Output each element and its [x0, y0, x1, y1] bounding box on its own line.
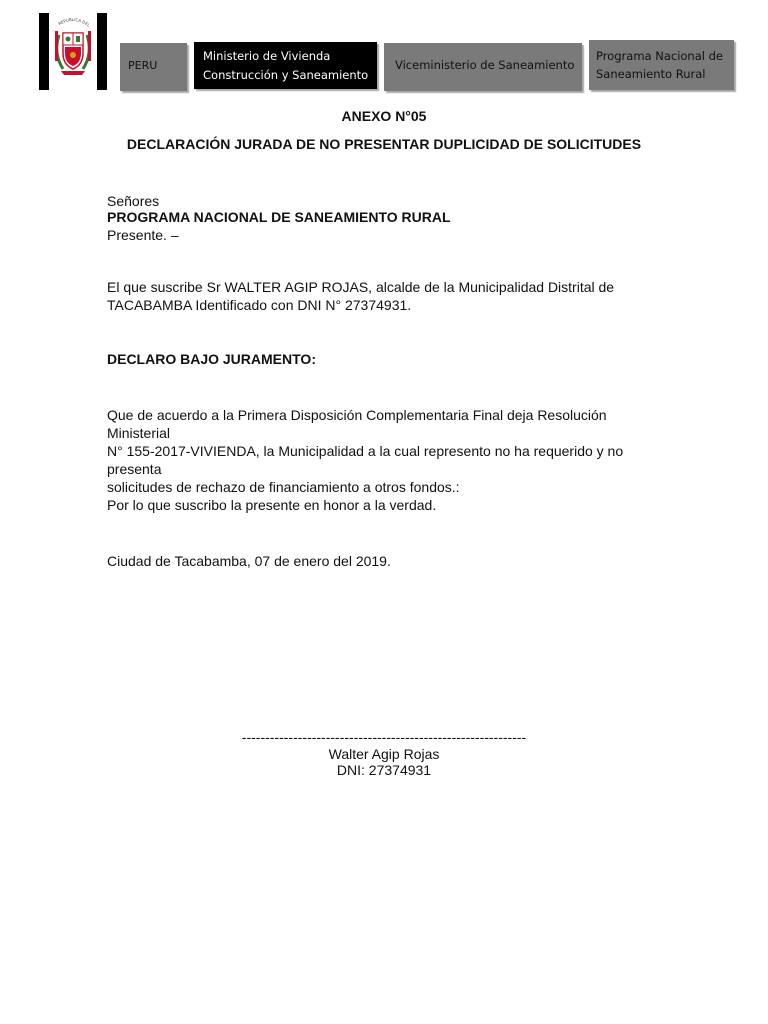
emblem-frame [39, 13, 107, 90]
header-peru-box [120, 43, 187, 91]
emblem-text: REPUBLICA DEL [57, 16, 91, 28]
recipient: PROGRAMA NACIONAL DE SANEAMIENTO RURAL [107, 209, 451, 225]
program-line-1: Programa Nacional de [596, 49, 723, 63]
paragraph-2-line-3: solicitudes de rechazo de financiamiento a otros fondos.: [107, 479, 460, 495]
signature-dni: DNI: 27374931 [336, 762, 432, 778]
paragraph-closing: Por lo que suscribo la presente en honor a la verdad. [107, 497, 437, 513]
ministry-line-1: Ministerio de Vivienda [203, 49, 331, 63]
presente: Presente. – [107, 227, 179, 243]
peru-label: PERU [128, 59, 158, 72]
paragraph-identification [107, 278, 667, 314]
document-header [0, 0, 768, 100]
viceministry-label: Viceministerio de Saneamiento [395, 58, 575, 72]
signature-name: Walter Agip Rojas [328, 746, 440, 762]
ministry-line-2: Construcción y Saneamiento [203, 68, 369, 82]
addressee-block [107, 192, 667, 244]
paragraph-2-line-2: N° 155-2017-VIVIENDA, la Municipalidad a la cual represento no ha requerido y no presenta [107, 443, 624, 477]
signature-line: ------------------------------------------------------------- [241, 729, 527, 745]
declaration-heading: DECLARO BAJO JURAMENTO: [107, 351, 316, 367]
document-title: ANEXO N°05 [341, 108, 427, 124]
document-subtitle: DECLARACIÓN JURADA DE NO PRESENTAR DUPLICIDAD DE SOLICITUDES [126, 136, 642, 152]
place-date: Ciudad de Tacabamba, 07 de enero del 2019. [107, 553, 391, 569]
header-viceministry-box [384, 43, 582, 91]
peru-coat-of-arms-icon [49, 13, 97, 90]
paragraph-1-line-2: TACABAMBA Identificado con DNI N° 27374931. [107, 297, 412, 313]
header-program-box [589, 40, 734, 90]
paragraph-1-line-1: El que suscribe Sr WALTER AGIP ROJAS, alcalde de la Municipalidad Distrital de [107, 279, 615, 295]
paragraph-2-line-1: Que de acuerdo a la Primera Disposición Complementaria Final deja Resolución Ministerial [107, 407, 607, 441]
salutation: Señores [107, 193, 160, 209]
svg-text:REPUBLICA DEL PERU [49, 13, 92, 28]
paragraph-declaration [107, 406, 667, 496]
program-line-2: Saneamiento Rural [596, 67, 706, 81]
header-ministry-box [194, 42, 377, 89]
